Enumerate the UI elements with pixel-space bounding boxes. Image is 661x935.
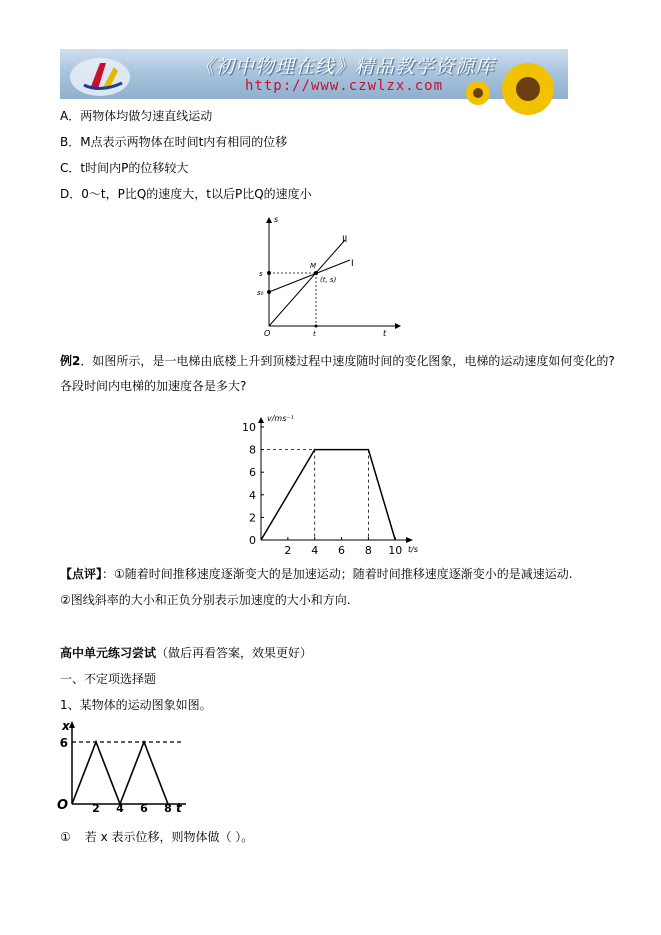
y-axis-label: v/ms⁻¹ — [267, 414, 294, 423]
comment-line1 — [60, 566, 573, 582]
option-text: ．0～t，P比Q的速度大，t以后P比Q的速度小 — [69, 187, 312, 201]
point-s0 — [267, 290, 271, 294]
option-c — [60, 160, 188, 176]
q1-sub-number: ① — [60, 830, 71, 844]
y-tick-label: 10 — [242, 421, 256, 434]
x-axis-label: t/s — [408, 545, 418, 554]
t-mark-label: t — [313, 330, 316, 338]
option-text: ．t时间内P的位移较大 — [68, 161, 189, 175]
point-t — [315, 325, 318, 328]
origin-label: O — [56, 798, 68, 813]
option-letter: D — [60, 187, 70, 201]
y-tick-label: 4 — [249, 488, 256, 502]
practice-section: 一、不定项选择题 — [60, 672, 157, 686]
st-diagram — [250, 210, 410, 340]
option-b — [60, 134, 287, 150]
example2-line1 — [60, 353, 615, 369]
example2-text: ．如图所示，是一电梯由底楼上升到顶楼过程中速度随时间的变化图象，电梯的运动速度如何变化的? — [80, 354, 615, 368]
y-axis-label: s — [274, 215, 279, 224]
x-axis-label: t — [176, 801, 182, 815]
y-tick-label: 8 — [249, 443, 256, 457]
y-axis-arrow — [69, 721, 75, 728]
y-axis-arrow — [258, 417, 264, 423]
x-axis-label: t — [383, 329, 387, 338]
x-tick-label: 2 — [92, 802, 100, 815]
xt-chart — [56, 716, 201, 816]
m-label: M — [310, 262, 317, 270]
x-tick-label: 8 — [164, 802, 172, 815]
comment-line2: ②图线斜率的大小和正负分别表示加速度的大小和方向. — [60, 593, 351, 607]
series-line — [72, 742, 168, 804]
x-tick-label: 4 — [311, 544, 319, 557]
option-letter: C — [60, 161, 69, 175]
y-tick-label: 6 — [59, 736, 68, 750]
series-line — [261, 450, 395, 540]
practice-heading-note: （做后再看答案，效果更好） — [156, 646, 313, 660]
comment-text: ：①随着时间推移速度逐渐变大的是加速运动；随着时间推移速度逐渐变小的是减速运动. — [102, 567, 573, 581]
y-tick-label: 2 — [249, 511, 256, 525]
y-tick-label: 6 — [249, 466, 256, 480]
header-banner — [60, 49, 568, 99]
example2-prefix: 例2 — [60, 354, 81, 368]
point-m — [314, 271, 318, 275]
option-text: ．M点表示两物体在时间t内有相同的位移 — [68, 135, 288, 149]
vt-chart — [242, 400, 425, 560]
line-ii-label: II — [342, 235, 348, 245]
origin-label: O — [264, 329, 271, 338]
x-tick-label: 8 — [364, 544, 372, 557]
option-letter: B — [60, 135, 69, 149]
x-axis-arrow — [406, 537, 413, 543]
x-tick-label: 6 — [140, 802, 148, 815]
x-tick-label: 2 — [284, 544, 292, 557]
practice-q1: 1、某物体的运动图象如图。 — [60, 698, 212, 712]
s0-mark-label: s₀ — [257, 289, 264, 297]
line-i-label: I — [351, 259, 354, 269]
x-tick-label: 6 — [338, 544, 346, 557]
comment-tag: 【点评】 — [60, 567, 103, 581]
option-a — [60, 108, 212, 124]
m-coord-label: (t, s) — [320, 276, 337, 284]
practice-heading: 高中单元练习尝试 — [60, 646, 157, 660]
x-tick-label: 4 — [116, 802, 124, 815]
y-axis-label: x — [62, 719, 70, 733]
example2-line2: 各段时间内电梯的加速度各是多大? — [60, 379, 247, 393]
option-d — [60, 186, 312, 202]
practice-heading-row — [60, 645, 312, 661]
x-tick-label: 10 — [388, 544, 403, 557]
banner-title: 《初中物理在线》精品教学资源库 — [195, 56, 496, 78]
s-mark-label: s — [259, 270, 263, 278]
y-tick-label: 0 — [249, 534, 256, 547]
option-text: ．两物体均做匀速直线运动 — [68, 109, 213, 123]
option-letter: A — [60, 109, 69, 123]
banner-url: http://www.czwlzx.com — [245, 78, 444, 94]
q1-sub-text: 若 x 表示位移，则物体做（ ）。 — [84, 830, 254, 844]
point-s — [267, 271, 271, 275]
practice-q1-sub — [60, 829, 253, 845]
